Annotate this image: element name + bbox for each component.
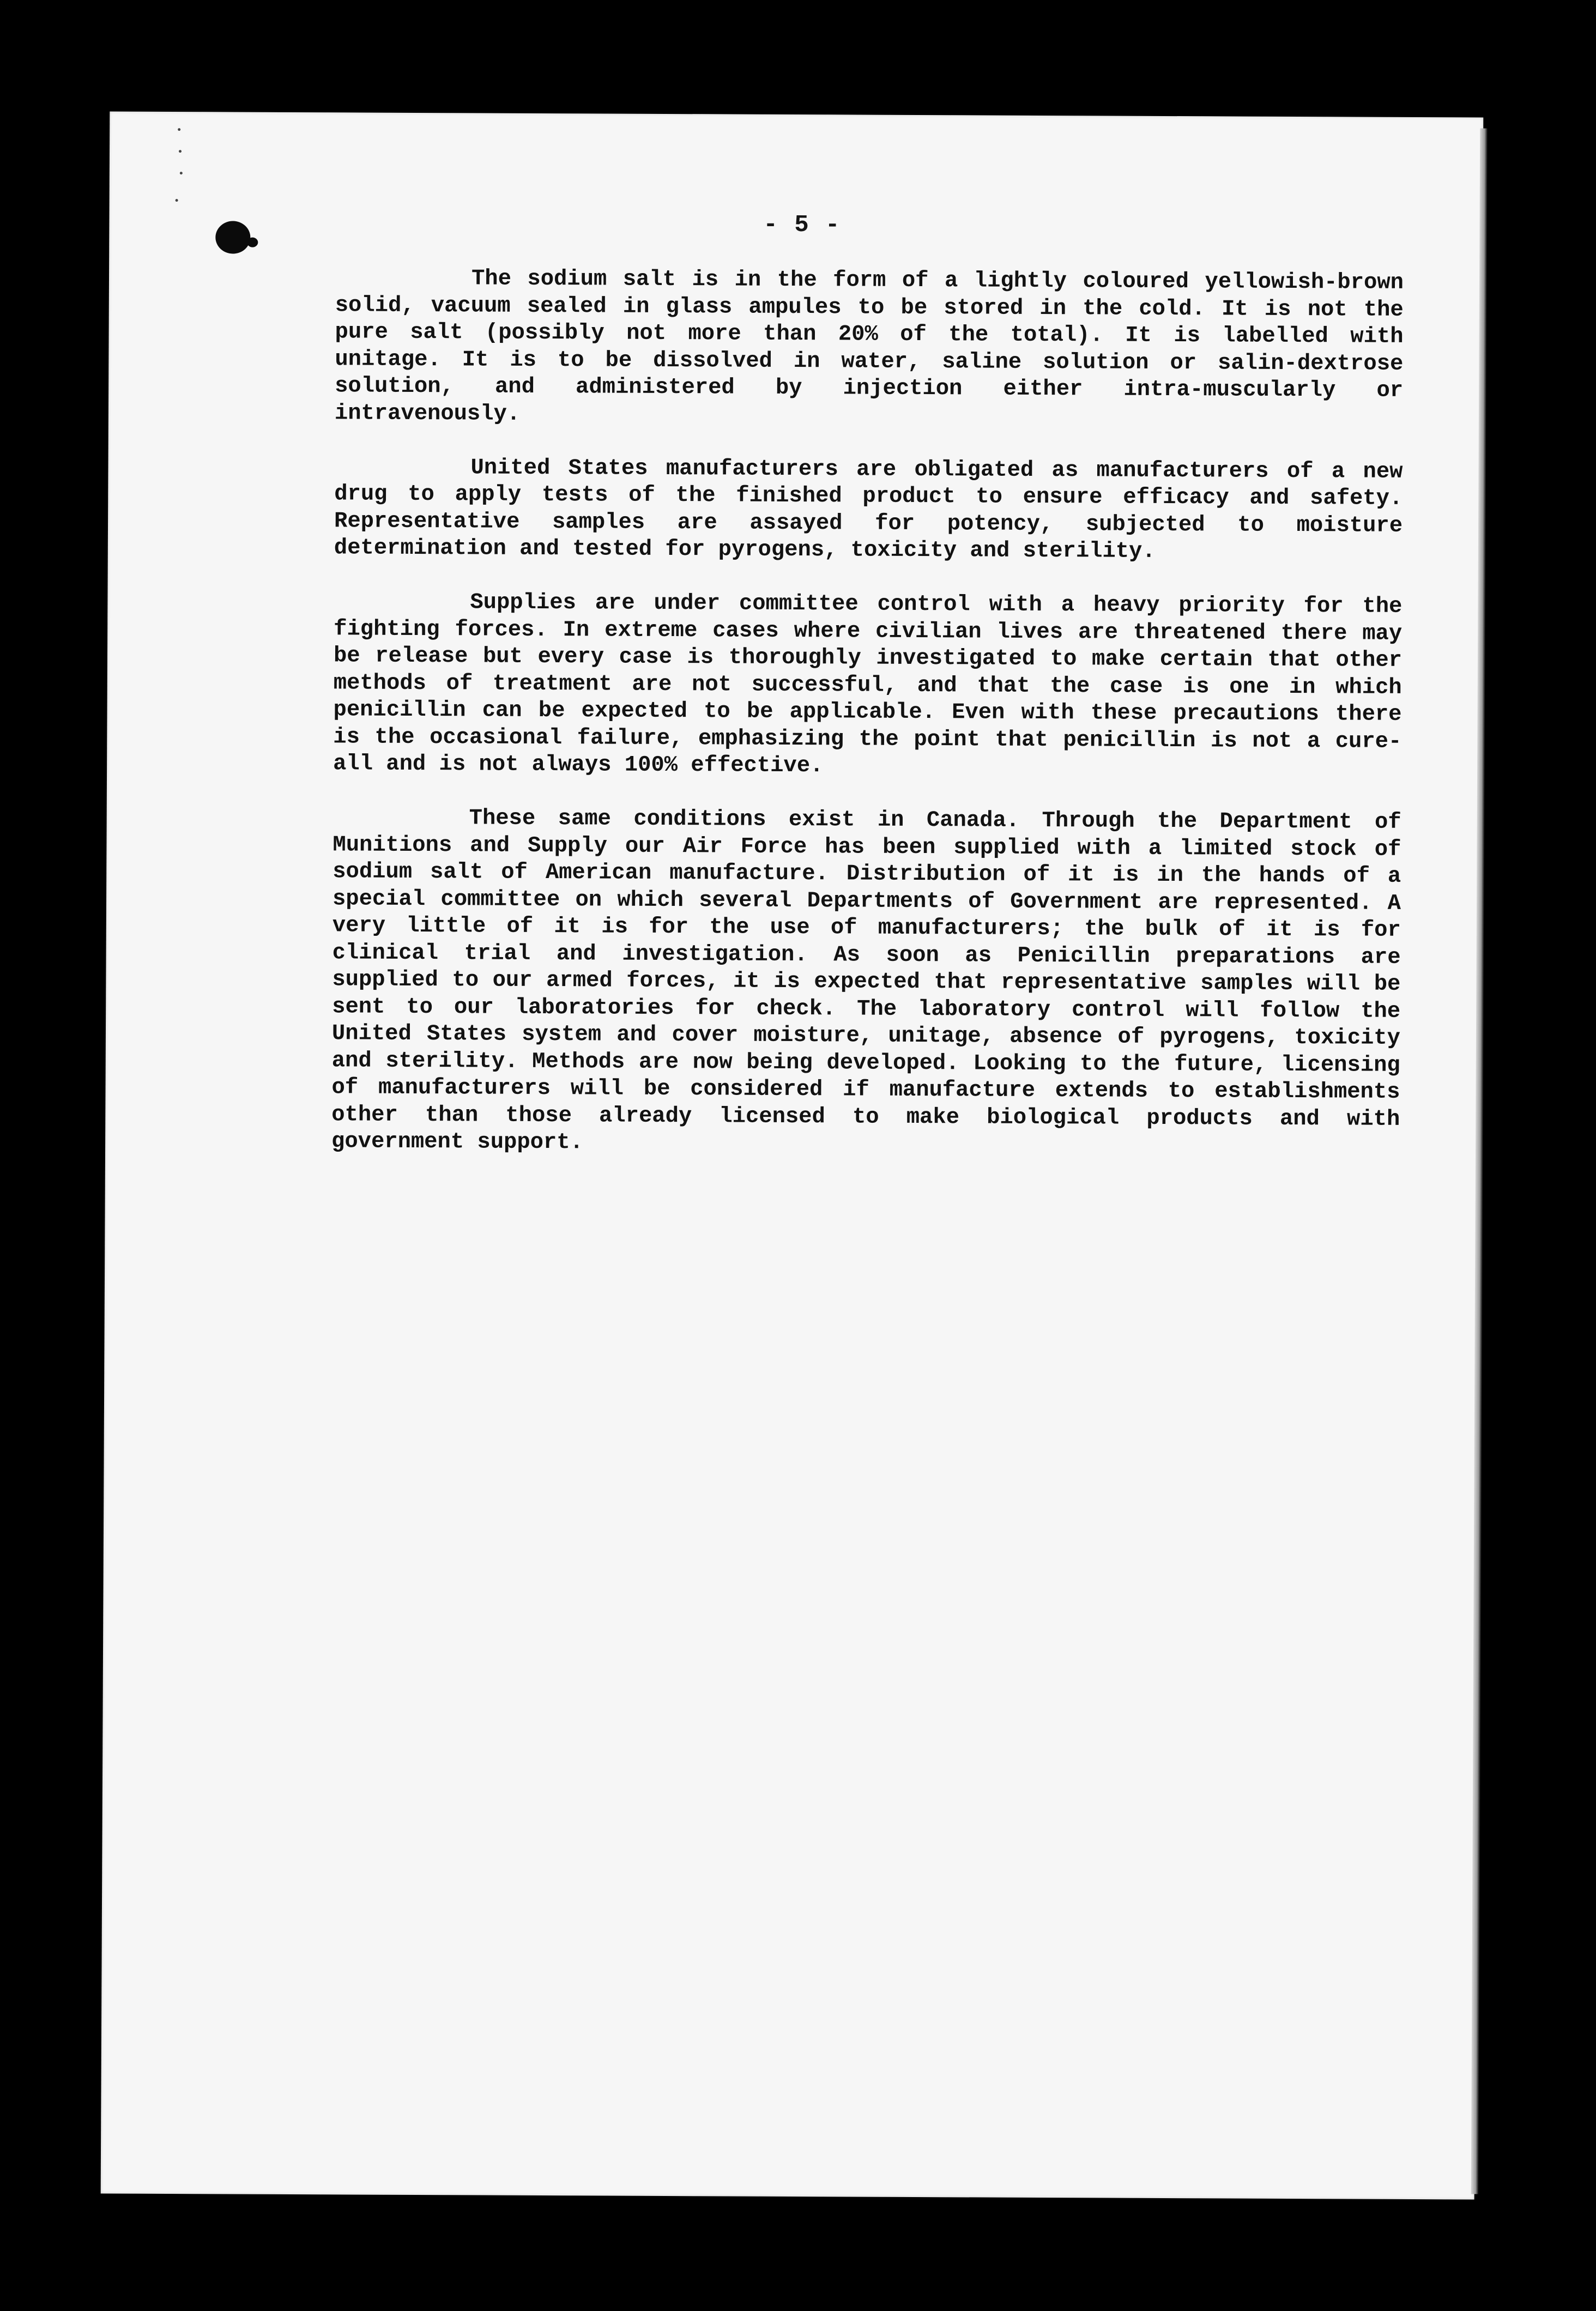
paragraph-us-manufacturers: United States manufacturers are obligated as manufacturers of a new drug to apply tests of the finished product to ensure efficacy and safety. Representative samples are assayed for potency, subjected to moisture determination and tested for pyrogens, toxicity and sterility. xyxy=(334,455,1403,564)
speck xyxy=(178,128,180,131)
punch-hole xyxy=(215,221,250,253)
page-number: - 5 - xyxy=(763,211,841,239)
body-text xyxy=(331,265,1404,1187)
speck xyxy=(180,172,183,174)
speck xyxy=(179,150,182,153)
paragraph-supplies: Supplies are under committee control with a heavy priority for the fighting forces. In extreme cases where civilian lives are threatened there may be release but every case is thoroughly investigated to make certain that other methods of treatment are not successful, and that the case is one in which penicillin can be expected to be applicable. Even with these precautions there is the occasional failure, emphasizing the point that penicillin is not a cure-all and is not always 100% effective. xyxy=(333,590,1402,779)
speck xyxy=(176,199,178,202)
page-edge-shadow xyxy=(1471,128,1488,2194)
paragraph-canada: These same conditions exist in Canada. Through the Department of Munitions and Supply our Air Force has been supplied with a limited stock of sodium salt of American manufacture. Distribution of it is in the hands of a special committee on which several Departments of Government are represented. A very little of it is for the use of manufacturers; the bulk of it is for clinical trial and investigation. As soon as Penicillin preparations are supplied to our armed forces, it is expected that representative samples will be sent to our laboratories for check. The laboratory control will follow the United States system and cover moisture, unitage, absence of pyrogens, toxicity and sterility. Methods are now being developed. Looking to the future, licensing of manufacturers will be considered if manufacture extends to establishments other than those already licensed to make biological products and with government support. xyxy=(331,806,1401,1156)
paragraph-sodium-salt: The sodium salt is in the form of a lightly coloured yellowish-brown solid, vacuum sealed in glass ampules to be stored in the cold. It is not the pure salt (possibly not more than 20% of the total). It is labelled with unitage. It is to be dissolved in water, saline solution or salin-dextrose solution, and administered by injection either intra-muscularly or intravenously. xyxy=(334,266,1404,427)
document-page xyxy=(101,112,1484,2200)
